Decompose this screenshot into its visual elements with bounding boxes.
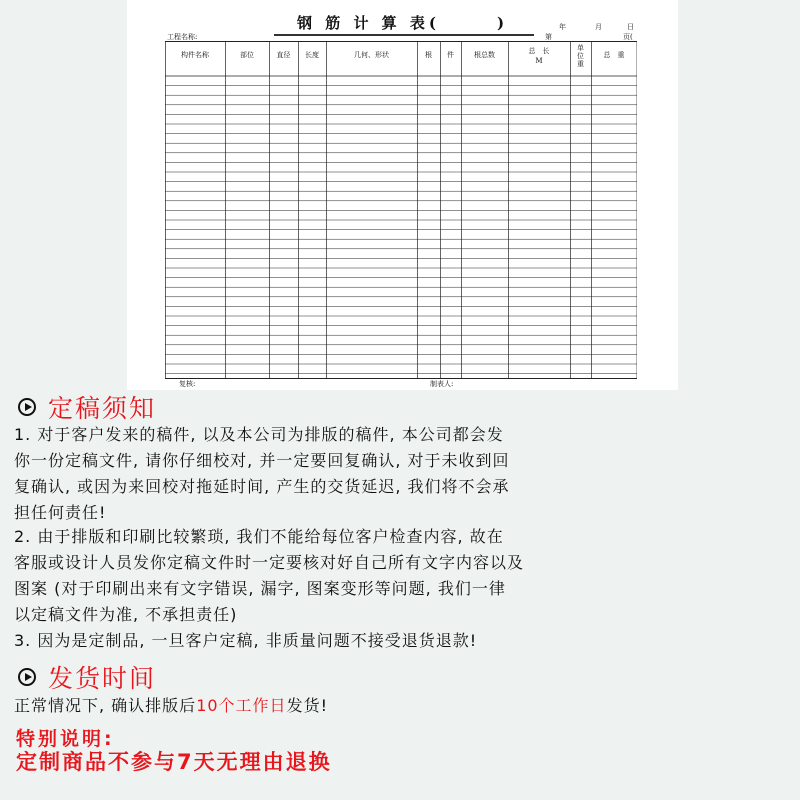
form-title: 钢 筋 计 算 表( ) (297, 14, 509, 32)
column-header: 长度 (305, 51, 319, 59)
notice-paragraph-3 (14, 628, 790, 654)
column-header: 部位 (240, 51, 254, 59)
paragraph-line: 图案 (对于印刷出来有文字错误, 漏字, 图案变形等问题, 我们一律 (14, 579, 506, 598)
table-headers (181, 43, 625, 68)
column-header: 几何、形状 (354, 51, 389, 59)
column-header-unit: M (535, 57, 543, 65)
column-header: 构件名称 (181, 51, 209, 59)
notice-paragraph-1 (14, 422, 790, 526)
circled-play-icon (18, 398, 36, 416)
date-day-label: 日 (627, 23, 634, 31)
column-header-stacked: 单 (577, 44, 584, 52)
page-number-label: 第 (545, 33, 552, 41)
column-header: 根总数 (474, 51, 495, 59)
shipping-heading (18, 662, 156, 692)
shipping-suffix: 发货! (286, 696, 328, 715)
circled-play-icon (18, 668, 36, 686)
paragraph-line: 以定稿文件为准, 不承担责任) (14, 605, 238, 624)
footer-review-label: 复核: (179, 380, 196, 388)
paragraph-line: 担任何责任! (14, 503, 107, 522)
date-month-label: 月 (595, 23, 602, 31)
rebar-table-grid (165, 41, 637, 379)
paragraph-line: 客服或设计人员发你定稿文件时一定要核对好自己所有文字内容以及 (14, 553, 525, 572)
calculation-form-sheet (127, 0, 678, 390)
footer-maker-label: 制表人: (430, 380, 454, 388)
no-return-policy: 定制商品不参与7天无理由退换 (16, 750, 332, 774)
shipping-days-highlight: 10个工作日 (196, 696, 287, 715)
title-underline (274, 34, 534, 36)
column-header-stacked: 位 (577, 52, 584, 60)
paragraph-line: 1. 对于客户发来的稿件, 以及本公司为排版的稿件, 本公司都会发 (14, 425, 504, 444)
notice-heading-text: 定稿须知 (48, 394, 157, 423)
paragraph-line: 你一份定稿文件, 请你仔细校对, 并一定要回复确认, 对于未收到回 (14, 451, 510, 470)
special-note-label: 特别说明: (16, 728, 115, 750)
paragraph-line: 3. 因为是定制品, 一旦客户定稿, 非质量问题不接受退货退款! (14, 631, 478, 650)
notice-paragraph-2 (14, 524, 790, 628)
column-header: 直径 (276, 51, 291, 59)
column-header: 根 (425, 51, 432, 59)
notice-heading (18, 392, 156, 422)
page-suffix-label: 页( (623, 33, 633, 41)
project-name-label: 工程名称: (167, 33, 198, 41)
column-header: 总 长 (528, 47, 550, 55)
shipping-heading-text: 发货时间 (48, 664, 157, 693)
shipping-prefix: 正常情况下, 确认排版后 (14, 696, 197, 715)
table-lines (165, 41, 637, 379)
paragraph-line: 2. 由于排版和印刷比较繁琐, 我们不能给每位客户检查内容, 故在 (14, 527, 504, 546)
column-header: 件 (447, 51, 454, 59)
column-header-stacked: 重 (577, 60, 584, 68)
paragraph-line: 复确认, 或因为来回校对拖延时间, 产生的交货延迟, 我们将不会承 (14, 477, 510, 496)
column-header: 总 重 (603, 51, 625, 59)
shipping-time-line (14, 693, 328, 716)
date-year-label: 年 (559, 23, 566, 31)
